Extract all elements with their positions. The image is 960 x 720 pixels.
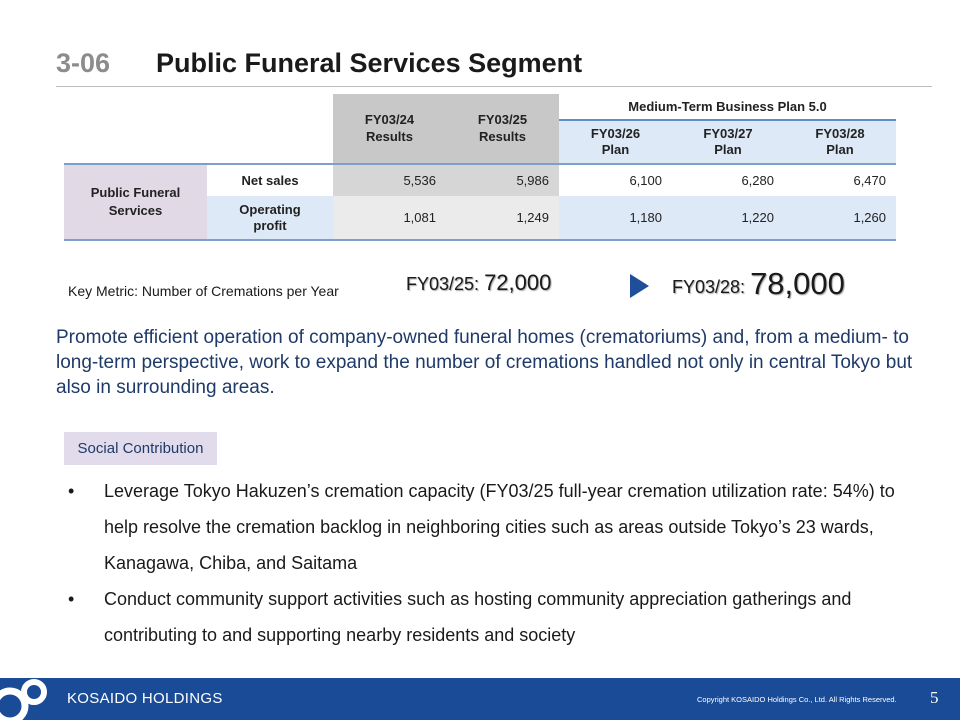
footer-bar [0, 678, 960, 720]
page-number: 5 [930, 688, 939, 707]
col-header-fy0327: FY03/27 Plan [672, 120, 784, 164]
segment-label: Public Funeral Services [64, 164, 207, 240]
key-metric-current-label: FY03/25: [406, 274, 480, 294]
table-header-row [64, 94, 896, 120]
row-label-net-sales: Net sales [207, 164, 333, 196]
key-metric-target-label: FY03/28: [672, 277, 746, 297]
key-metric-target [672, 266, 845, 302]
brand-name: KOSAIDO HOLDINGS [67, 690, 223, 707]
table-cell: 1,249 [446, 196, 559, 240]
bullet-icon: • [68, 481, 75, 501]
triangle-arrow-right-icon [630, 274, 649, 298]
table-cell: 1,220 [672, 196, 784, 240]
table-cell: 1,081 [333, 196, 446, 240]
list-item [64, 473, 924, 581]
key-metric-label: Key Metric: Number of Cremations per Year [68, 283, 339, 299]
header-blank-cell [64, 94, 333, 164]
list-item-text: Conduct community support activities such as hosting community appreciation gatherings and contributing to and supporting nearby residents and society [104, 589, 852, 645]
table-cell: 1,180 [559, 196, 672, 240]
table-cell: 1,260 [784, 196, 896, 240]
col-header-fy0325: FY03/25 Results [446, 94, 559, 164]
col-header-fy0324: FY03/24 Results [333, 94, 446, 164]
bullet-icon: • [68, 589, 75, 609]
list-item-text: Leverage Tokyo Hakuzen’s cremation capacity (FY03/25 full-year cremation utilization rate: 54%) to help resolve the cremation backlog in neighboring cities such as areas outside Tokyo’s 23 wards, Kanagawa, Chiba, and Saitama [104, 481, 895, 573]
strategy-statement: Promote efficient operation of company-owned funeral homes (crematoriums) and, from a medium- to long-term perspective, work to expand the number of cremations handled not only in central Tokyo but also in surrounding areas. [56, 327, 913, 398]
social-contribution-tag: Social Contribution [64, 432, 217, 465]
kosaido-logo-icon [0, 678, 50, 720]
key-metric-current [406, 270, 551, 296]
col-header-fy0328: FY03/28 Plan [784, 120, 896, 164]
table-cell: 6,470 [784, 164, 896, 196]
section-number: 3-06 [56, 48, 111, 78]
key-metric-current-value: 72,000 [484, 270, 552, 295]
plan-group-header: Medium-Term Business Plan 5.0 [559, 94, 896, 120]
table-cell: 5,536 [333, 164, 446, 196]
table-row [64, 164, 896, 196]
page-header [56, 48, 582, 84]
table-cell: 6,100 [559, 164, 672, 196]
key-metric-target-value: 78,000 [750, 266, 845, 301]
list-item [64, 581, 924, 653]
copyright-text: Copyright KOSAIDO Holdings Co., Ltd. All Rights Reserved. [697, 695, 897, 704]
row-label-operating-profit: Operating profit [207, 196, 333, 240]
page-title: Public Funeral Services Segment [156, 48, 583, 78]
col-header-fy0326: FY03/26 Plan [559, 120, 672, 164]
social-contribution-list [64, 473, 924, 653]
title-divider [56, 86, 932, 87]
segment-results-table [64, 94, 896, 241]
table-cell: 5,986 [446, 164, 559, 196]
table-cell: 6,280 [672, 164, 784, 196]
